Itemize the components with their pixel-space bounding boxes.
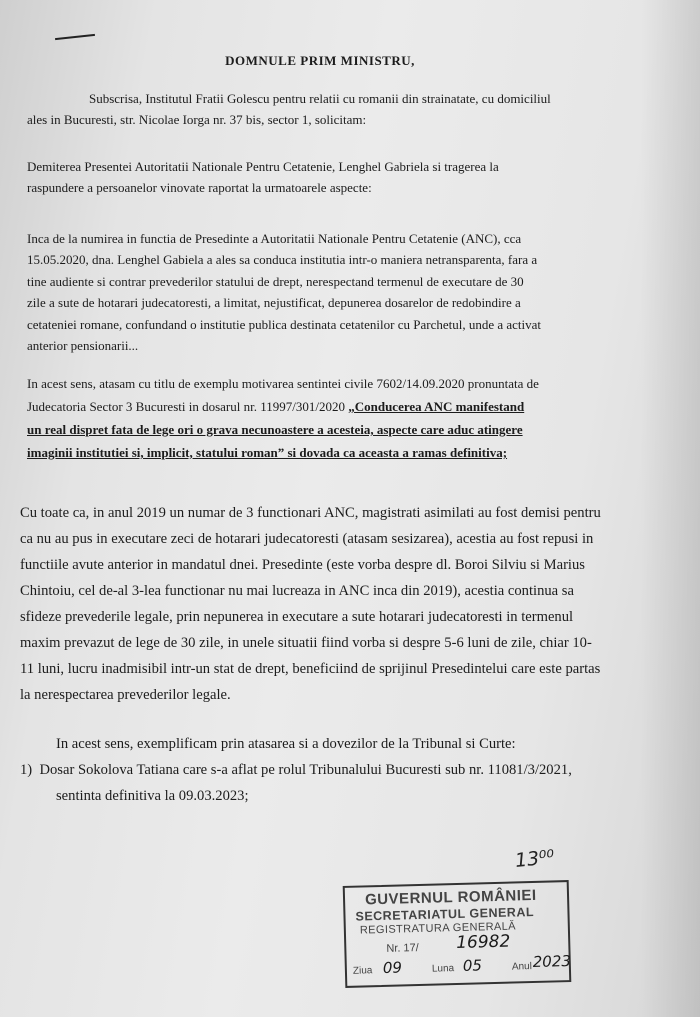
- stamp-an-value: 2023: [532, 952, 572, 972]
- stamp-luna-value: 05: [462, 956, 483, 975]
- stamp-luna-label: Luna: [431, 963, 455, 975]
- paragraph-2-line: In acest sens, atasam cu titlu de exemplu motivarea sentintei civile 7602/14.09.2020 pronuntata de: [27, 376, 539, 391]
- paragraph-3-line: la nerespectarea prevederilor legale.: [20, 687, 231, 703]
- paragraph-3-line: functiile avute anterior in mandatul dnei. Presedinte (este vorba despre dl. Boroi Silviu si Marius: [20, 557, 585, 573]
- handwritten-time: 13⁰⁰: [513, 845, 556, 873]
- paragraph-1: [27, 228, 541, 356]
- paragraph-1-line: 15.05.2020, dna. Lenghel Gabiela a ales sa conduca institutia intr-o maniera netransparenta, fara a: [27, 252, 538, 268]
- paragraph-1-line: tine audiente si contrar prevederilor statului de drept, nerespectand termenul de executare de 30: [27, 273, 524, 289]
- paragraph-2-line: [27, 395, 539, 418]
- case-reference: Judecatoria Sector 3 Bucuresti in dosarul nr. 11997/301/2020: [27, 399, 349, 414]
- intro-paragraph: [27, 88, 551, 130]
- request-line: Demiterea Presentei Autoritatii Nationale Pentru Cetatenie, Lenghel Gabriela si tragerea la: [27, 159, 499, 174]
- registry-stamp: [343, 880, 572, 988]
- paragraph-1-line: Inca de la numirea in functia de Presedinte a Autoritatii Nationale Pentru Cetatenie (ANC), cca: [27, 231, 522, 246]
- stamp-nr-label: Nr. 17/: [386, 942, 419, 955]
- handwritten-dash: [55, 34, 95, 40]
- stamp-line-government: GUVERNUL ROMÂNIEI: [364, 886, 537, 909]
- paragraph-2: [27, 372, 539, 464]
- stamp-line-secretariat: SECRETARIATUL GENERAL: [355, 904, 535, 924]
- quoted-judgment: un real dispret fata de lege ori o grava necunoastere a acesteia, aspecte care aduc atingere: [27, 422, 523, 437]
- stamp-an-label: Anul: [511, 961, 533, 973]
- request-paragraph: [27, 156, 499, 198]
- paragraph-3-line: maxim prevazut de lege de 30 zile, in unele situatii fiind vorba si despre 5-6 luni de zile, chiar 10-: [20, 635, 592, 651]
- paragraph-3: [20, 500, 601, 708]
- stamp-line-registry: REGISTRATURA GENERALĂ: [359, 920, 517, 937]
- quoted-judgment: imaginii institutiei si, implicit, statului roman” si dovada ca aceasta a ramas definitiva;: [27, 445, 508, 460]
- request-line: raspundere a persoanelor vinovate raportat la urmatoarele aspecte:: [27, 180, 372, 195]
- paragraph-4-line: In acest sens, exemplificam prin atasarea si a dovezilor de la Tribunal si Curte:: [56, 736, 516, 752]
- paragraph-1-line: cetateniei romane, confundand o institutie publica destinata cetatenilor cu Parchetul, unde a activat: [27, 316, 542, 332]
- paragraph-3-line: sfideze prevederile legale, prin nepunerea in executare a sute hotarari judecatoresti in termenul: [20, 609, 574, 625]
- paragraph-3-line: Chintoiu, cel de-al 3-lea functionar nu mai lucreaza in ANC inca din 2019), acestia continua sa: [20, 583, 574, 599]
- intro-line: Subscrisa, Institutul Fratii Golescu pentru relatii cu romanii din strainatate, cu domiciliul: [89, 91, 551, 106]
- paragraph-1-line: anterior pensionarii...: [27, 338, 139, 354]
- stamp-zi-label: Ziua: [352, 965, 373, 977]
- quoted-judgment: „Conducerea ANC manifestand: [348, 399, 525, 414]
- list-item-line: sentinta definitiva la 09.03.2023;: [56, 788, 249, 804]
- stamp-zi-value: 09: [382, 958, 403, 977]
- paragraph-3-line: ca nu au pus in executare zeci de hotarari judecatoresti (atasam sesizarea), acestia au fost repusi in: [20, 531, 594, 547]
- document-heading: DOMNULE PRIM MINISTRU,: [225, 53, 415, 68]
- list-item-1: [20, 757, 572, 809]
- paragraph-3-line: 11 luni, lucru inadmisibil intr-un stat de drept, beneficiind de sprijinul Presedintelui care este partas: [20, 661, 601, 677]
- list-number: 1): [20, 762, 33, 778]
- paragraph-4: [56, 731, 516, 757]
- list-item-line: [20, 757, 572, 783]
- paragraph-3-line: Cu toate ca, in anul 2019 un numar de 3 functionari ANC, magistrati asimilati au fost demisi pentru: [20, 505, 601, 521]
- list-item-text: Dosar Sokolova Tatiana care s-a aflat pe rolul Tribunalului Bucuresti sub nr. 11081/3/2021,: [39, 762, 572, 778]
- intro-line: ales in Bucuresti, str. Nicolae Iorga nr. 37 bis, sector 1, solicitam:: [27, 112, 367, 127]
- page-edge-shadow: [640, 0, 700, 1017]
- stamp-nr-value: 16982: [455, 931, 511, 954]
- paragraph-1-line: zile a sute de hotarari judecatoresti, a limitat, nejustificat, depunerea dosarelor de redobindire a: [27, 295, 521, 311]
